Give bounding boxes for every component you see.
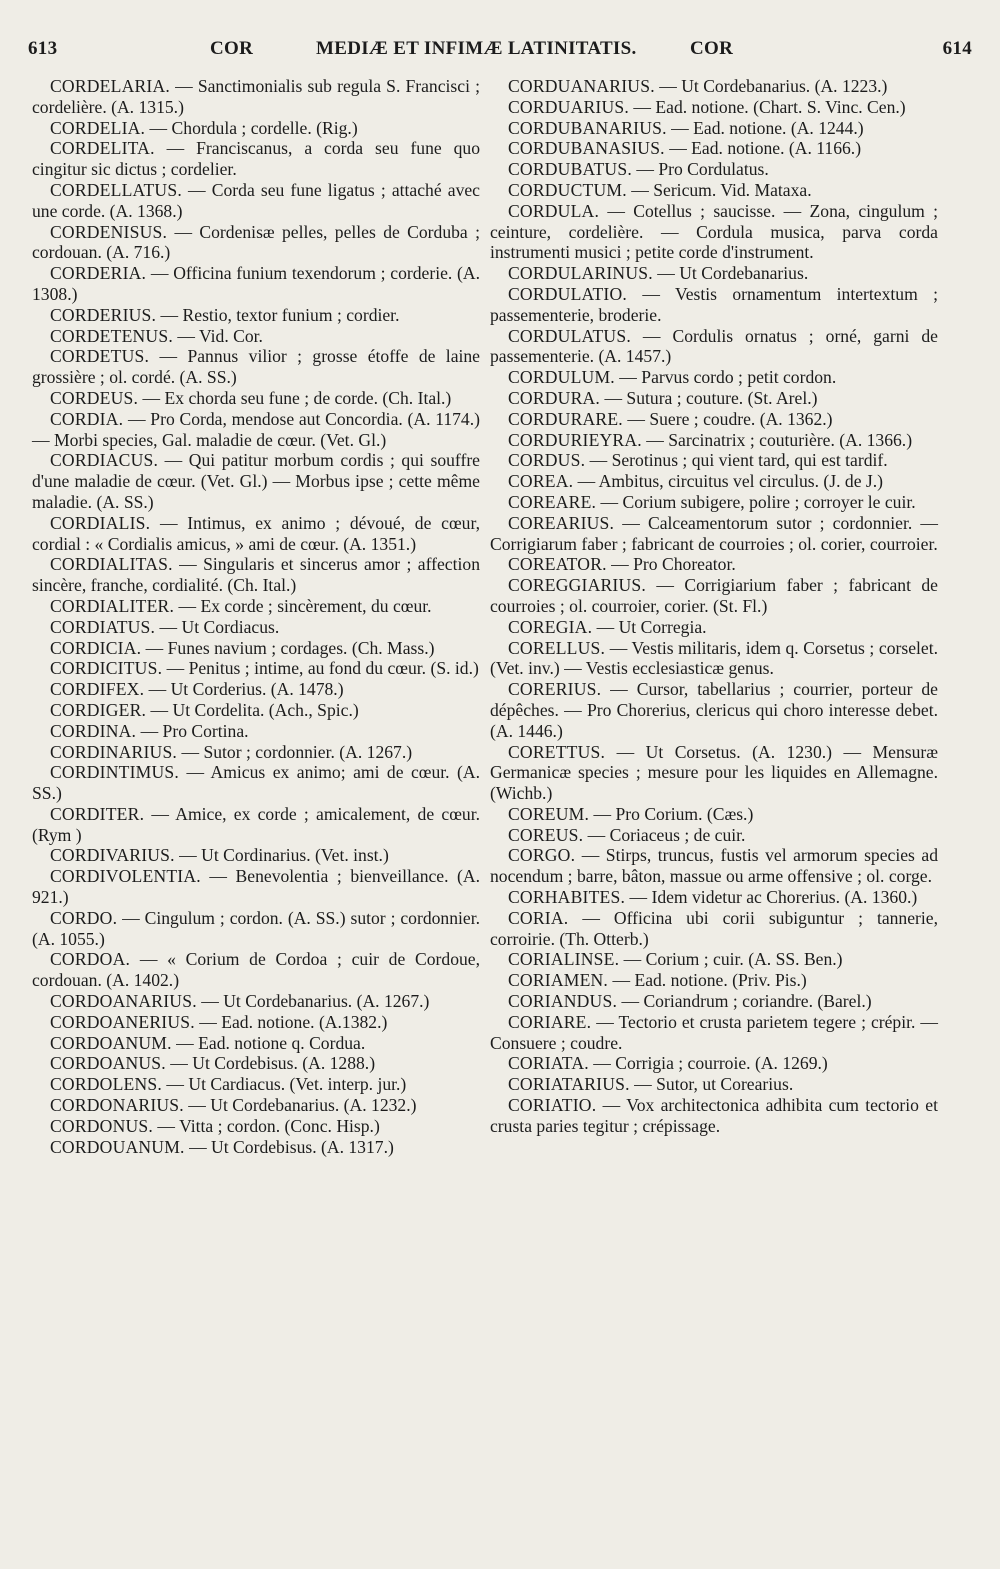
entry-headword: CORDETUS. <box>50 346 150 367</box>
dictionary-entry <box>32 409 480 451</box>
entry-definition: — Vestis militaris, idem q. Corsetus ; corselet. (Vet. inv.) — Vestis ecclesiasticæ genus. <box>490 637 938 679</box>
entry-definition: — Amicus ex animo; ami de cœur. (A. SS.) <box>32 762 480 804</box>
entry-headword: CORDETENUS. <box>50 325 173 346</box>
entry-definition: — Singularis et sincerus amor ; affection sincère, franche, cordialité. (Ch. Ital.) <box>32 554 480 596</box>
entry-headword: CORDURIEYRA. <box>508 429 642 450</box>
running-head-left: COR <box>210 38 254 59</box>
entry-definition: — Ut Cordebanarius. (A. 1267.) <box>201 991 430 1012</box>
entry-definition: — Cingulum ; cordon. (A. SS.) sutor ; cordonnier. (A. 1055.) <box>32 907 481 949</box>
entry-definition: — Sanctimonialis sub regula S. Francisci ; cordelière. (A. 1315.) <box>32 76 480 117</box>
dictionary-entry <box>32 991 480 1012</box>
entry-headword: CORDIACUS. <box>50 450 159 471</box>
entry-headword: CORDELIA. <box>50 117 146 138</box>
entry-definition: — Sutura ; couture. (St. Arel.) <box>604 387 818 408</box>
entry-definition: — Vox architectonica adhibita cum tectorio et crusta paries tegitur ; crépissage. <box>490 1095 939 1136</box>
dictionary-entry <box>490 138 938 159</box>
entry-definition: — Idem videtur ac Chorerius. (A. 1360.) <box>629 887 918 908</box>
entry-definition: — Stirps, truncus, fustis vel armorum species ad nocendum ; barre, bâton, massue ou arme offensive ; ol. corge. <box>490 845 938 887</box>
entry-headword: COREUS. <box>508 824 584 845</box>
dictionary-entry <box>32 326 480 347</box>
entry-headword: CORIATARIUS. <box>508 1074 630 1095</box>
entry-headword: CORDELLATUS. <box>50 179 182 200</box>
entry-definition: — Ut Cordinarius. (Vet. inst.) <box>179 845 389 866</box>
dictionary-entry <box>490 97 938 118</box>
entry-definition: — Pro Corium. (Cæs.) <box>593 803 754 824</box>
entry-headword: CORDIALITER. <box>50 595 175 616</box>
dictionary-entry <box>490 638 938 680</box>
dictionary-entry <box>32 700 480 721</box>
entry-definition: — Sericum. Vid. Mataxa. <box>631 179 812 200</box>
entry-definition: — Cursor, tabellarius ; courrier, porteur de dépêches. — Pro Chorerius, clericus qui choro interesse debet. (A. 1446.) <box>490 679 938 741</box>
entry-definition: — Ut Cordebanarius. (A. 1232.) <box>188 1095 417 1116</box>
dictionary-entry <box>490 742 938 804</box>
entry-definition: — Amice, ex corde ; amicalement, de cœur. (Rym ) <box>32 803 480 845</box>
entry-headword: CORDITER. <box>50 803 145 824</box>
running-title: MEDIÆ ET INFIMÆ LATINITATIS. <box>316 38 637 59</box>
entry-headword: CORDELARIA. <box>50 76 170 96</box>
dictionary-entry <box>490 118 938 139</box>
entry-headword: CORDO. <box>50 907 118 928</box>
entry-headword: CORDULARINUS. <box>508 263 653 284</box>
entry-definition: — Vitta ; cordon. (Conc. Hisp.) <box>157 1115 380 1136</box>
entry-definition: — Cordenisæ pelles, pelles de Corduba ; cordouan. (A. 716.) <box>32 221 480 263</box>
dictionary-entry <box>32 1116 480 1137</box>
page-number-left: 613 <box>28 38 58 59</box>
dictionary-entry <box>32 513 480 555</box>
dictionary-entry <box>490 159 938 180</box>
entry-definition: — Tectorio et crusta parietem tegere ; crépir. — Consuere ; coudre. <box>490 1011 938 1053</box>
entry-definition: — Ead. notione q. Cordua. <box>176 1032 366 1053</box>
entry-headword: COREUM. <box>508 803 590 824</box>
entry-headword: CORDURA. <box>508 387 601 408</box>
entry-definition: — Pro Choreator. <box>611 554 736 575</box>
entry-definition: — Ut Cordebisus. (A. 1288.) <box>170 1053 376 1074</box>
entry-headword: CORDOLENS. <box>50 1074 162 1095</box>
dictionary-entry <box>490 367 938 388</box>
dictionary-entry <box>32 450 480 512</box>
dictionary-entry <box>490 471 938 492</box>
entry-headword: CORDULUM. <box>508 367 615 388</box>
entry-headword: CORDIALITAS. <box>50 554 173 575</box>
page-number-right: 614 <box>942 38 972 59</box>
dictionary-entry <box>490 679 938 741</box>
entry-definition: — Ut Cordelita. (Ach., Spic.) <box>150 699 359 720</box>
dictionary-entry <box>32 762 480 804</box>
entry-headword: CORHABITES. <box>508 887 626 908</box>
entry-definition: — Ead. notione. (A.1382.) <box>199 1011 388 1032</box>
entry-headword: CORELLUS. <box>508 637 606 658</box>
dictionary-entry <box>490 326 938 368</box>
entry-headword: CORDENISUS. <box>50 221 168 242</box>
left-column <box>32 76 480 1157</box>
entry-headword: CORDOANARIUS. <box>50 991 197 1012</box>
dictionary-entry <box>32 617 480 638</box>
entry-headword: COREGGIARIUS. <box>508 575 646 596</box>
entry-definition: — Cotellus ; saucisse. — Zona, cingulum ; ceinture, cordelière. — Cordula musica, parva corda instrumenti musici ; petite corde d'instrument. <box>490 200 938 263</box>
entry-definition: — Coriaceus ; de cuir. <box>587 824 746 845</box>
dictionary-entry <box>32 596 480 617</box>
dictionary-entry <box>32 263 480 305</box>
entry-definition: — Ead. notione. (Priv. Pis.) <box>612 970 807 991</box>
dictionary-entry <box>32 305 480 326</box>
entry-headword: CORDONARIUS. <box>50 1095 184 1116</box>
entry-definition: — Pro Cortina. <box>140 720 249 741</box>
entry-headword: CORDIVOLENTIA. <box>50 866 201 887</box>
entry-headword: CORIALINSE. <box>508 949 620 970</box>
dictionary-entry <box>490 180 938 201</box>
dictionary-entry <box>490 554 938 575</box>
dictionary-entry <box>32 1033 480 1054</box>
dictionary-entry <box>490 513 938 555</box>
entry-definition: — Coriandrum ; coriandre. (Barel.) <box>621 991 872 1012</box>
entry-headword: CORDICIA. <box>50 637 142 658</box>
dictionary-entry <box>490 492 938 513</box>
entry-definition: — Ut Corregia. <box>596 616 707 637</box>
dictionary-entry <box>490 76 938 97</box>
entry-definition: — Ex corde ; sincèrement, du cœur. <box>178 595 432 616</box>
dictionary-entry <box>490 201 938 263</box>
entry-headword: CORDELITA. <box>50 138 155 159</box>
dictionary-entry <box>32 1137 480 1158</box>
entry-headword: CORDOANUM. <box>50 1032 172 1053</box>
dictionary-entry <box>32 804 480 846</box>
entry-definition: — Ex chorda seu fune ; de corde. (Ch. Ital.) <box>142 387 452 408</box>
entry-headword: CORDULATUS. <box>508 325 631 346</box>
dictionary-entry <box>32 1095 480 1116</box>
dictionary-entry <box>490 430 938 451</box>
entry-definition: — Sutor, ut Corearius. <box>634 1074 794 1095</box>
entry-headword: CORGO. <box>508 845 576 866</box>
entry-headword: CORDERIA. <box>50 263 147 284</box>
dictionary-entry <box>32 388 480 409</box>
entry-definition: — Franciscanus, a corda seu fune quo cingitur sic dictus ; cordelier. <box>32 138 480 180</box>
entry-definition: — Ut Corsetus. (A. 1230.) — Mensuræ Germanicæ species ; mesure pour les liquides en Allemagne. (Wichb.) <box>490 741 938 804</box>
entry-headword: CORDIATUS. <box>50 616 156 637</box>
entry-headword: COREA. <box>508 471 574 492</box>
dictionary-entry <box>490 991 938 1012</box>
entry-headword: CORDONUS. <box>50 1115 153 1136</box>
dictionary-entry <box>490 1074 938 1095</box>
entry-headword: CORDUS. <box>508 450 586 471</box>
dictionary-entry <box>490 825 938 846</box>
entry-definition: — Restio, textor funium ; cordier. <box>160 304 400 325</box>
dictionary-entry <box>32 866 480 908</box>
right-column <box>490 76 938 1137</box>
dictionary-entry <box>490 1095 938 1137</box>
entry-definition: — Vid. Cor. <box>177 325 263 346</box>
entry-definition: — Calceamentorum sutor ; cordonnier. — Corrigiarum faber ; fabricant de courroies ; ol. corier, courroier. <box>490 512 938 554</box>
entry-definition: — Ambitus, circuitus vel circulus. (J. de J.) <box>577 471 884 492</box>
entry-headword: CORDUBANARIUS. <box>508 117 667 138</box>
dictionary-entry <box>490 845 938 887</box>
entry-headword: CORDERIUS. <box>50 304 157 325</box>
dictionary-entry <box>490 284 938 326</box>
entry-headword: COREARIUS. <box>508 512 615 533</box>
entry-headword: CORIA. <box>508 907 569 928</box>
dictionary-entry <box>32 180 480 222</box>
entry-headword: CORDOUANUM. <box>50 1136 185 1157</box>
entry-definition: — Cordulis ornatus ; orné, garni de passementerie. (A. 1457.) <box>490 325 938 367</box>
dictionary-entry <box>32 658 480 679</box>
entry-definition: — Corrigia ; courroie. (A. 1269.) <box>593 1053 828 1074</box>
entry-headword: CORDINA. <box>50 720 137 741</box>
dictionary-entry <box>32 638 480 659</box>
entry-definition: — Officina ubi corii subiguntur ; tannerie, corroirie. (Th. Otterb.) <box>490 907 938 949</box>
entry-headword: CORDEUS. <box>50 387 139 408</box>
dictionary-entry <box>490 409 938 430</box>
dictionary-entry <box>32 222 480 264</box>
entry-definition: — Ead. notione. (A. 1244.) <box>671 117 864 138</box>
dictionary-entry <box>32 908 480 950</box>
entry-headword: CORDICITUS. <box>50 658 163 679</box>
running-head-right: COR <box>690 38 734 59</box>
entry-headword: CORERIUS. <box>508 679 602 700</box>
entry-headword: COREGIA. <box>508 616 593 637</box>
entry-headword: CORDOANERIUS. <box>50 1011 195 1032</box>
dictionary-entry <box>490 949 938 970</box>
entry-definition: — Corrigiarium faber ; fabricant de courroies ; ol. courroier, corier. (St. Fl.) <box>490 575 938 616</box>
entry-definition: — Serotinus ; qui vient tard, qui est tardif. <box>589 450 888 471</box>
entry-headword: CORDUARIUS. <box>508 96 629 117</box>
dictionary-entry <box>490 804 938 825</box>
entry-definition: — Ut Cordebanarius. <box>657 263 809 284</box>
dictionary-entry <box>32 1053 480 1074</box>
entry-definition: — Ut Corderius. (A. 1478.) <box>148 679 344 700</box>
dictionary-entry <box>32 845 480 866</box>
dictionary-entry <box>490 1012 938 1054</box>
entry-definition: — Parvus cordo ; petit cordon. <box>619 367 837 388</box>
entry-headword: CORIARE. <box>508 1011 592 1032</box>
dictionary-entry <box>32 721 480 742</box>
dictionary-entry <box>490 388 938 409</box>
entry-headword: CORDIA. <box>50 408 124 429</box>
entry-headword: CORDIFEX. <box>50 679 145 700</box>
dictionary-entry <box>490 908 938 950</box>
entry-headword: CORDINTIMUS. <box>50 762 179 783</box>
dictionary-entry <box>32 1074 480 1095</box>
entry-headword: CORDUANARIUS. <box>508 76 655 96</box>
entry-headword: COREATOR. <box>508 554 607 575</box>
dictionary-entry <box>32 76 480 118</box>
entry-headword: CORDULATIO. <box>508 283 627 304</box>
entry-definition: — Corda seu fune ligatus ; attaché avec une corde. (A. 1368.) <box>32 179 480 221</box>
entry-definition: — « Corium de Cordoa ; cuir de Cordoue, cordouan. (A. 1402.) <box>32 949 480 991</box>
entry-headword: CORDULA. <box>508 200 600 221</box>
entry-definition: — Ut Cordebanarius. (A. 1223.) <box>659 76 888 96</box>
entry-headword: COREARE. <box>508 491 597 512</box>
dictionary-entry <box>32 742 480 763</box>
entry-definition: — Vestis ornamentum intertextum ; passementerie, broderie. <box>490 283 938 325</box>
entry-definition: — Sarcinatrix ; couturière. (A. 1366.) <box>646 429 913 450</box>
entry-headword: CORIANDUS. <box>508 991 618 1012</box>
entry-definition: — Pro Corda, mendose aut Concordia. (A. 1174.) — Morbi species, Gal. maladie de cœur. (Vet. Gl.) <box>32 408 480 450</box>
entry-definition: — Ut Cordebisus. (A. 1317.) <box>189 1136 394 1157</box>
entry-headword: CORIATA. <box>508 1053 589 1074</box>
entry-headword: CORDOANUS. <box>50 1053 166 1074</box>
entry-headword: CORDINARIUS. <box>50 741 178 762</box>
entry-definition: — Ut Cardiacus. (Vet. interp. jur.) <box>166 1074 407 1095</box>
dictionary-entry <box>490 263 938 284</box>
entry-definition: — Chordula ; cordelle. (Rig.) <box>149 117 358 138</box>
dictionary-entry <box>32 118 480 139</box>
entry-definition: — Benevolentia ; bienveillance. (A. 921.) <box>32 866 481 908</box>
entry-definition: — Pannus vilior ; grosse étoffe de laine grossière ; ol. cordé. (A. SS.) <box>32 346 480 388</box>
dictionary-entry <box>490 970 938 991</box>
running-header <box>28 38 972 68</box>
entry-definition: — Ead. notione. (A. 1166.) <box>669 138 862 159</box>
entry-definition: — Corium ; cuir. (A. SS. Ben.) <box>623 949 843 970</box>
entry-headword: CORIATIO. <box>508 1095 597 1116</box>
entry-headword: CORDURARE. <box>508 408 623 429</box>
entry-definition: — Pro Cordulatus. <box>636 159 769 180</box>
dictionary-entry <box>32 554 480 596</box>
entry-definition: — Ead. notione. (Chart. S. Vinc. Cen.) <box>633 96 906 117</box>
entry-definition: — Funes navium ; cordages. (Ch. Mass.) <box>145 637 435 658</box>
entry-definition: — Intimus, ex animo ; dévoué, de cœur, cordial : « Cordialis amicus, » ami de cœur. (A. 1351.) <box>32 512 480 554</box>
dictionary-entry <box>490 1053 938 1074</box>
entry-headword: CORIAMEN. <box>508 970 609 991</box>
entry-definition: — Penitus ; intime, au fond du cœur. (S. id.) <box>166 658 479 679</box>
entry-definition: — Officina funium texendorum ; corderie. (A. 1308.) <box>32 263 480 304</box>
dictionary-entry <box>32 679 480 700</box>
dictionary-entry <box>32 138 480 180</box>
dictionary-entry <box>490 617 938 638</box>
entry-definition: — Qui patitur morbum cordis ; qui souffre d'une maladie de cœur. (Vet. Gl.) — Morbus ipse ; cette même maladie. (A. SS.) <box>32 450 480 512</box>
entry-headword: CORETTUS. <box>508 741 606 762</box>
entry-definition: — Sutor ; cordonnier. (A. 1267.) <box>181 741 413 762</box>
entry-headword: CORDUBANASIUS. <box>508 138 665 159</box>
dictionary-entry <box>490 575 938 617</box>
dictionary-entry <box>490 887 938 908</box>
entry-headword: CORDIGER. <box>50 699 147 720</box>
entry-headword: CORDIALIS. <box>50 512 151 533</box>
entry-definition: — Suere ; coudre. (A. 1362.) <box>627 408 833 429</box>
entry-headword: CORDOA. <box>50 949 131 970</box>
dictionary-entry <box>32 1012 480 1033</box>
dictionary-entry <box>32 949 480 991</box>
entry-headword: CORDIVARIUS. <box>50 845 175 866</box>
entry-definition: — Ut Cordiacus. <box>159 616 280 637</box>
dictionary-entry <box>32 346 480 388</box>
dictionary-entry <box>490 450 938 471</box>
entry-headword: CORDUBATUS. <box>508 159 632 180</box>
entry-headword: CORDUCTUM. <box>508 179 627 200</box>
entry-definition: — Corium subigere, polire ; corroyer le cuir. <box>600 491 916 512</box>
